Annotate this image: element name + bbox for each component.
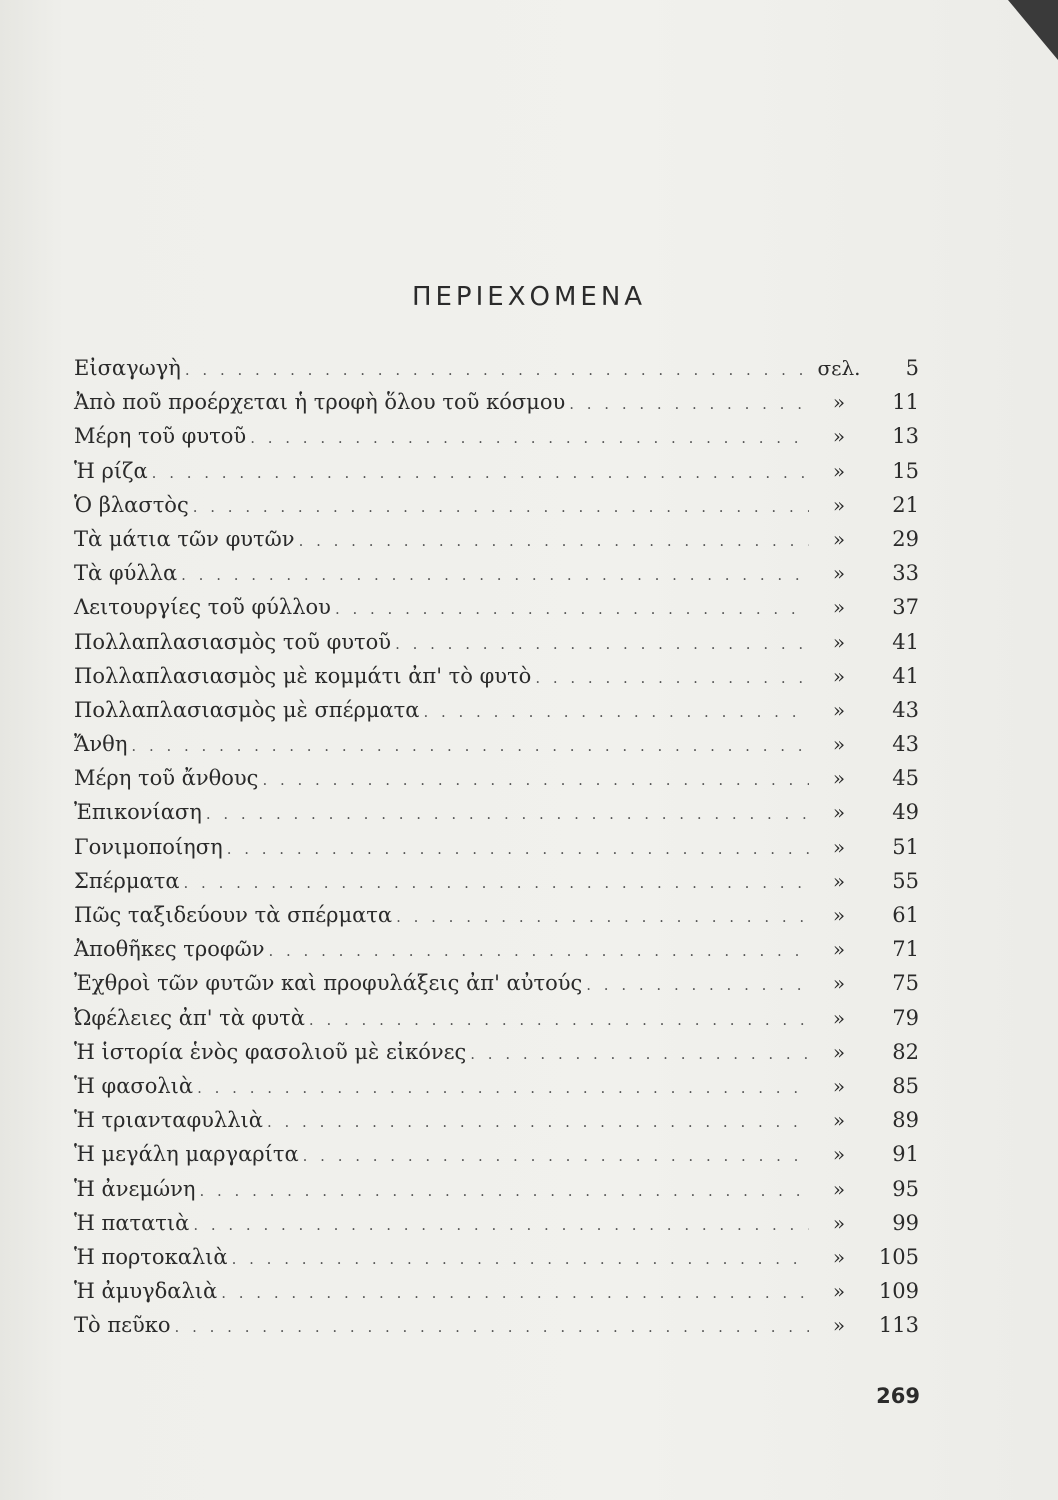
toc-entry — [74, 595, 919, 629]
toc-entry-page-prefix: » — [832, 561, 846, 586]
toc-entry-page-number: 105 — [878, 1244, 919, 1269]
toc-entry-title: Ἡ τριανταφυλλιὰ — [74, 1108, 263, 1133]
toc-entry-page-prefix: » — [832, 834, 846, 859]
dot-leader — [221, 1284, 809, 1302]
toc-entry — [74, 459, 919, 493]
toc-entry — [74, 356, 919, 390]
toc-entry-page-number: 51 — [892, 834, 919, 859]
toc-entry-page-number: 29 — [892, 526, 919, 551]
dot-leader — [131, 737, 809, 755]
toc-entry-title: Ἄνθη — [74, 732, 128, 757]
dot-leader — [423, 703, 809, 721]
toc-entry-page-prefix: » — [832, 1073, 846, 1098]
toc-entry-page-prefix: » — [832, 663, 846, 688]
toc-entry — [74, 766, 919, 800]
toc-entry-page-prefix: » — [832, 766, 846, 791]
dot-leader — [309, 1011, 809, 1029]
toc-entry — [74, 561, 919, 595]
table-of-contents — [74, 356, 919, 1347]
toc-entry — [74, 1313, 919, 1347]
toc-entry-title: Γονιμοποίηση — [74, 834, 223, 859]
toc-entry — [74, 1074, 919, 1108]
toc-entry-page-number: 71 — [892, 937, 919, 962]
toc-entry-page-number: 61 — [892, 903, 919, 927]
toc-entry — [74, 1142, 919, 1176]
toc-entry-title: Ἡ πατατιὰ — [74, 1210, 190, 1235]
toc-entry-page-number: 49 — [892, 800, 919, 825]
dot-leader — [250, 429, 809, 447]
toc-entry-title: Τὰ μάτια τῶν φυτῶν — [74, 526, 295, 551]
dot-leader — [185, 361, 809, 379]
toc-entry-title: Μέρη τοῦ ἄνθους — [74, 766, 259, 791]
dot-leader — [470, 1045, 809, 1063]
toc-entry-page-prefix: » — [832, 903, 846, 927]
toc-entry-page-number: 79 — [892, 1005, 919, 1030]
toc-entry-page-prefix: » — [832, 1313, 846, 1338]
toc-entry-page-prefix: » — [832, 971, 846, 996]
toc-entry — [74, 527, 919, 561]
toc-entry-page-number: 43 — [892, 697, 919, 722]
toc-entry-title: Λειτουργίες τοῦ φύλλου — [74, 595, 331, 620]
dot-leader — [227, 840, 809, 858]
dot-leader — [197, 1079, 809, 1097]
dot-leader — [395, 635, 809, 653]
toc-entry — [74, 835, 919, 869]
toc-entry-page-number: 21 — [892, 492, 919, 517]
dot-leader — [181, 566, 809, 584]
toc-entry-page-prefix: » — [832, 458, 846, 483]
toc-entry-title: Ἀπὸ ποῦ προέρχεται ἡ τροφὴ ὅλου τοῦ κόσμου — [74, 390, 566, 415]
toc-entry-title: Πολλαπλασιασμὸς τοῦ φυτοῦ — [74, 629, 392, 654]
toc-entry-page-number: 45 — [892, 766, 919, 791]
toc-entry-title: Ἡ φασολιὰ — [74, 1073, 194, 1098]
toc-entry — [74, 971, 919, 1005]
toc-entry-page-prefix: » — [832, 1279, 846, 1304]
dot-leader — [152, 464, 809, 482]
toc-entry — [74, 1279, 919, 1313]
dot-leader — [262, 771, 809, 789]
toc-entry-page-number: 43 — [892, 732, 919, 757]
toc-entry-title: Πῶς ταξιδεύουν τὰ σπέρματα — [74, 903, 393, 927]
dot-leader — [396, 908, 809, 926]
toc-entry-title: Ἀποθῆκες τροφῶν — [74, 937, 265, 962]
toc-entry-page-number: 33 — [892, 561, 919, 586]
toc-entry-title: Ἡ πορτοκαλιὰ — [74, 1244, 228, 1269]
toc-entry-page-prefix: » — [832, 1244, 846, 1269]
toc-entry-title: Σπέρματα — [74, 868, 180, 893]
toc-entry-title: Ὠφέλειες ἀπ' τὰ φυτὰ — [74, 1005, 305, 1030]
toc-entry-page-number: 13 — [892, 424, 919, 449]
toc-entry-page-prefix: » — [832, 1176, 846, 1201]
dot-leader — [303, 1147, 809, 1165]
toc-entry-title: Ἡ ἀμυγδαλιὰ — [74, 1279, 218, 1304]
toc-entry — [74, 1177, 919, 1211]
toc-entry-page-number: 55 — [892, 868, 919, 893]
toc-entry — [74, 937, 919, 971]
toc-entry-page-number: 75 — [892, 971, 919, 996]
toc-entry-title: Πολλαπλασιασμὸς μὲ κομμάτι ἀπ' τὸ φυτὸ — [74, 663, 532, 688]
toc-entry-page-prefix: » — [832, 595, 846, 620]
toc-entry-page-number: 99 — [892, 1210, 919, 1235]
toc-entry-title: Εἰσαγωγὴ — [74, 356, 181, 380]
toc-entry — [74, 698, 919, 732]
toc-entry-page-number: 82 — [892, 1039, 919, 1064]
toc-entry-page-number: 41 — [892, 629, 919, 654]
toc-entry — [74, 1211, 919, 1245]
page-title: ΠΕΡΙΕΧΟΜΕΝΑ — [411, 282, 647, 312]
page-corner-fold — [1008, 0, 1058, 60]
toc-entry-title: Ἐπικονίαση — [74, 800, 202, 825]
toc-entry-title: Ἡ ἱστορία ἑνὸς φασολιοῦ μὲ εἰκόνες — [74, 1039, 467, 1064]
dot-leader — [193, 1216, 809, 1234]
toc-entry-title: Μέρη τοῦ φυτοῦ — [74, 424, 247, 449]
dot-leader — [569, 395, 809, 413]
dot-leader — [267, 1113, 809, 1131]
toc-entry — [74, 869, 919, 903]
toc-entry-page-number: 89 — [892, 1108, 919, 1133]
toc-entry-page-prefix: » — [832, 1039, 846, 1064]
toc-entry-page-number: 11 — [892, 390, 919, 415]
toc-entry-page-prefix: » — [832, 732, 846, 757]
dot-leader — [232, 1250, 809, 1268]
toc-entry-title: Ἡ ρίζα — [74, 458, 148, 483]
toc-entry — [74, 1006, 919, 1040]
toc-entry-page-number: 41 — [892, 663, 919, 688]
toc-entry-title: Πολλαπλασιασμὸς μὲ σπέρματα — [74, 697, 420, 722]
toc-entry — [74, 424, 919, 458]
toc-entry-title: Ἡ ἀνεμώνη — [74, 1176, 196, 1201]
toc-entry-title: Τὰ φύλλα — [74, 561, 178, 586]
toc-entry-page-number: 85 — [892, 1073, 919, 1098]
toc-entry — [74, 493, 919, 527]
toc-entry-title: Ὁ βλαστὸς — [74, 492, 189, 517]
toc-entry-page-prefix: » — [832, 697, 846, 722]
toc-entry-page-prefix: » — [832, 526, 846, 551]
toc-entry — [74, 903, 919, 937]
toc-entry-page-prefix: » — [832, 1005, 846, 1030]
toc-entry — [74, 1040, 919, 1074]
toc-entry-page-prefix: » — [832, 1108, 846, 1133]
toc-entry-page-number: 109 — [878, 1279, 919, 1304]
dot-leader — [268, 942, 809, 960]
toc-entry-page-prefix: » — [832, 868, 846, 893]
dot-leader — [206, 805, 809, 823]
toc-entry — [74, 732, 919, 766]
toc-entry-page-prefix: » — [832, 424, 846, 449]
dot-leader — [199, 1182, 809, 1200]
dot-leader — [586, 976, 809, 994]
dot-leader — [299, 532, 809, 550]
toc-entry-page-prefix: » — [832, 1142, 846, 1167]
toc-entry-page-number: 37 — [892, 595, 919, 620]
toc-entry-title: Τὸ πεῦκο — [74, 1313, 171, 1338]
toc-entry-page-prefix: » — [832, 937, 846, 962]
dot-leader — [184, 874, 809, 892]
toc-entry-page-number: 95 — [892, 1176, 919, 1201]
dot-leader — [535, 669, 809, 687]
toc-entry-page-prefix: » — [832, 629, 846, 654]
toc-entry — [74, 1245, 919, 1279]
toc-entry-page-prefix: σελ. — [817, 356, 861, 380]
toc-entry-page-number: 15 — [892, 458, 919, 483]
toc-entry — [74, 664, 919, 698]
toc-entry-page-prefix: » — [832, 800, 846, 825]
toc-entry — [74, 390, 919, 424]
toc-entry-title: Ἡ μεγάλη μαργαρίτα — [74, 1142, 299, 1167]
toc-entry-page-number: 113 — [878, 1313, 919, 1338]
dot-leader — [193, 498, 809, 516]
dot-leader — [335, 600, 809, 618]
toc-entry — [74, 800, 919, 834]
dot-leader — [175, 1318, 809, 1336]
toc-entry — [74, 630, 919, 664]
page-number: 269 — [876, 1384, 920, 1408]
toc-entry-page-prefix: » — [832, 390, 846, 415]
toc-entry-page-number: 91 — [892, 1142, 919, 1167]
toc-entry-page-prefix: » — [832, 492, 846, 517]
toc-entry — [74, 1108, 919, 1142]
toc-entry-page-number: 5 — [905, 356, 919, 380]
toc-entry-title: Ἐχθροὶ τῶν φυτῶν καὶ προφυλάξεις ἀπ' αὐτούς — [74, 971, 583, 996]
toc-entry-page-prefix: » — [832, 1210, 846, 1235]
